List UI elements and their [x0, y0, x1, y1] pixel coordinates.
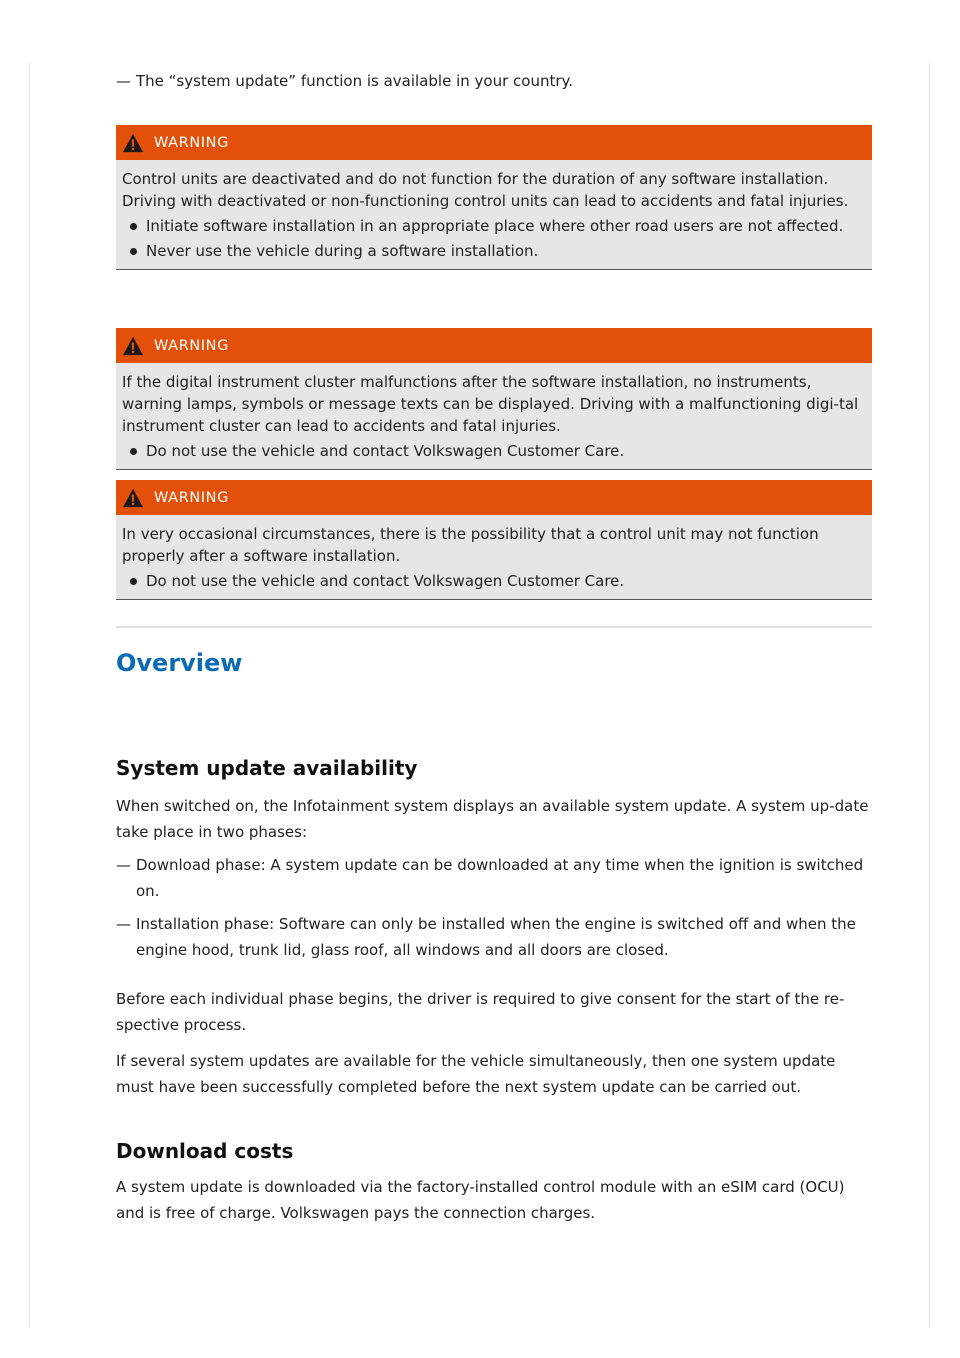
warning-bullet-text: Never use the vehicle during a software installation. — [146, 242, 539, 260]
costs-heading: Download costs — [116, 1139, 294, 1163]
warning-header — [116, 125, 872, 160]
bullet-dot-icon — [130, 578, 137, 585]
availability-heading: System update availability — [116, 756, 418, 780]
warning-bullet-text: Do not use the vehicle and contact Volkswagen Customer Care. — [146, 572, 625, 590]
warning-text: If the digital instrument cluster malfunctions after the software installation, no instruments, warning lamps, symbols or message texts can be displayed. Driving with a malfunctioning digi-tal instrument cluster can lead to accidents and fatal injuries. — [122, 373, 859, 435]
warning-text: Control units are deactivated and do not function for the duration of any software installation. Driving with deactivated or non-functioning control units can lead to accidents and fatal injuries. — [122, 170, 849, 210]
multiple-updates-text: If several system updates are available for the vehicle simultaneously, then one system update must have been successfully completed before the next system update can be carried out. — [116, 1052, 836, 1096]
warning-title: WARNING — [154, 134, 229, 151]
bullet-dot-icon — [130, 223, 137, 230]
dash-marker: — — [116, 72, 131, 90]
availability-intro-text: When switched on, the Infotainment system displays an available system update. A system up-date take place in two phases: — [116, 797, 869, 841]
warning-bullet — [122, 570, 862, 592]
dash-marker: — — [116, 856, 131, 874]
warning-box-2 — [116, 328, 872, 470]
warning-triangle-icon — [122, 133, 144, 153]
warning-body — [116, 515, 872, 599]
warning-bullet — [122, 440, 862, 462]
page-margin-rule-left — [29, 63, 30, 1328]
warning-bullet-text: Initiate software installation in an appropriate place where other road users are not affected. — [146, 217, 844, 235]
consent-paragraph — [116, 986, 872, 1038]
phase-list-item — [116, 852, 892, 904]
intro-item-text: The “system update” function is available in your country. — [136, 72, 574, 90]
availability-intro — [116, 793, 872, 845]
warning-header — [116, 328, 872, 363]
warning-triangle-icon — [122, 336, 144, 356]
warning-bullet-text: Do not use the vehicle and contact Volkswagen Customer Care. — [146, 442, 625, 460]
costs-paragraph — [116, 1174, 872, 1226]
section-divider — [116, 626, 872, 628]
warning-body — [116, 363, 872, 469]
warning-text: In very occasional circumstances, there is the possibility that a control unit may not function properly after a software installation. — [122, 525, 819, 565]
intro-list-item — [116, 68, 892, 94]
multiple-updates-paragraph — [116, 1048, 872, 1100]
costs-text: A system update is downloaded via the factory-installed control module with an eSIM card (OCU) and is free of charge. Volkswagen pays the connection charges. — [116, 1178, 845, 1222]
warning-title: WARNING — [154, 489, 229, 506]
overview-heading: Overview — [116, 649, 243, 677]
bullet-dot-icon — [130, 248, 137, 255]
phase-list-item — [116, 911, 892, 963]
dash-marker: — — [116, 915, 131, 933]
consent-text: Before each individual phase begins, the driver is required to give consent for the start of the re-spective process. — [116, 990, 845, 1034]
warning-box-3 — [116, 480, 872, 600]
warning-body — [116, 160, 872, 269]
phase-text: Download phase: A system update can be downloaded at any time when the ignition is switched on. — [136, 856, 864, 900]
warning-bullet — [122, 240, 862, 262]
page-margin-rule-right — [929, 63, 930, 1328]
warning-bullet — [122, 215, 862, 237]
bullet-dot-icon — [130, 448, 137, 455]
warning-triangle-icon — [122, 488, 144, 508]
warning-header — [116, 480, 872, 515]
phase-text: Installation phase: Software can only be installed when the engine is switched off and when the engine hood, trunk lid, glass roof, all windows and all doors are closed. — [136, 915, 856, 959]
warning-box-1 — [116, 125, 872, 270]
warning-title: WARNING — [154, 337, 229, 354]
